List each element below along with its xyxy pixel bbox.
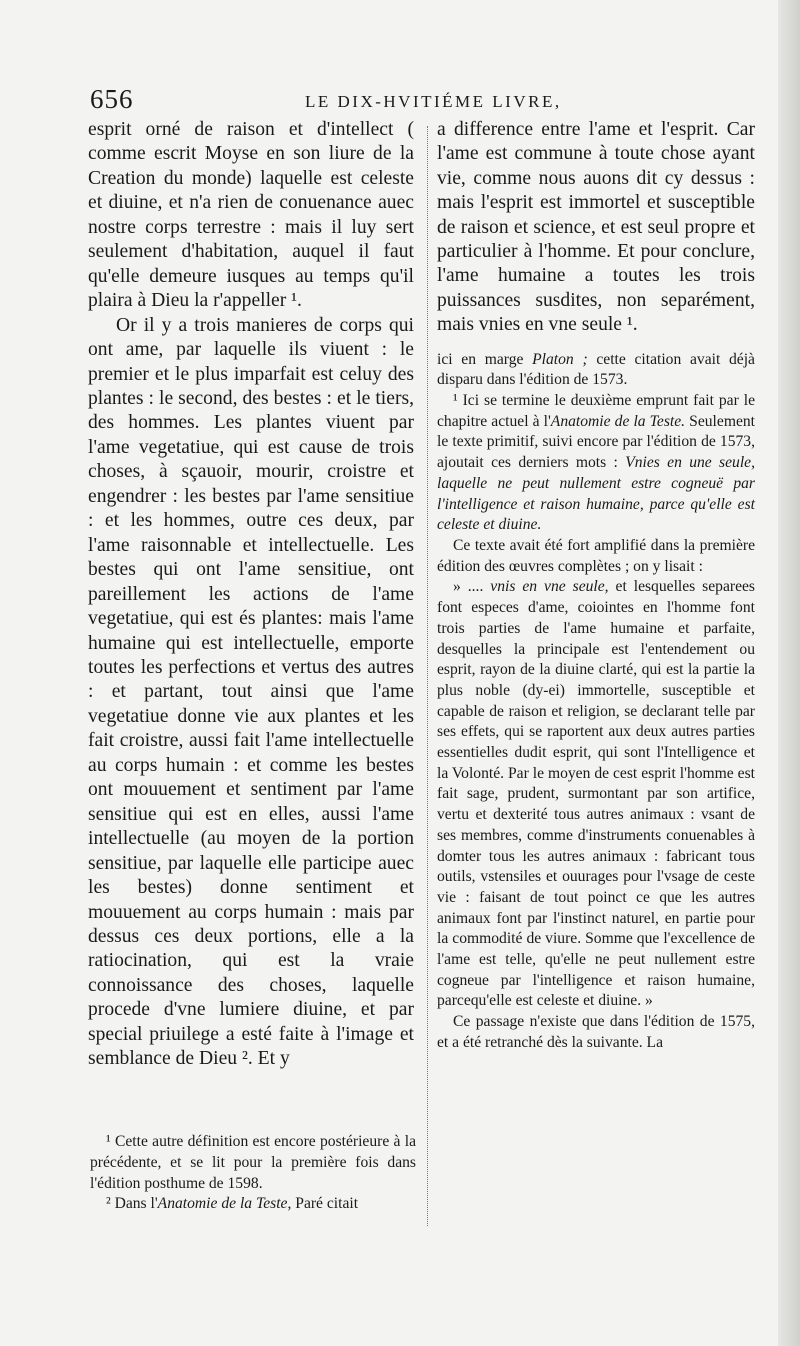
- column-divider: [427, 126, 428, 1226]
- editor-notes: [437, 350, 755, 1054]
- left-column: [88, 118, 414, 1072]
- note-cont-suffix: cette citation avait déjà disparu dans l'édition de 1573.: [437, 350, 755, 389]
- note-1-title: Anatomie de la Teste.: [550, 412, 686, 430]
- left-paragraph-1: esprit orné de raison et d'intellect ( comme escrit Moyse en son liure de la Creation du monde) laquelle est celeste et diuine, et n'a rien de conuenance auec nostre corps terrestre : mais il luy sert seulement d'habitation, auquel il faut qu'elle demeure iusques au temps qu'il plaira à Dieu la r'appeller ¹.: [88, 119, 414, 312]
- page-header: [90, 84, 770, 120]
- right-paragraph: a difference entre l'ame et l'esprit. Car l'ame est commune à toute chose ayant vie, comme nous auons dit cy dessus : mais l'esprit est immortel et susceptible de raison et science, et est seul propre et particulier à l'homme. Et pour conclure, l'ame humaine a toutes les trois puissances susdites, non separément, mais vnies en vne seule ¹.: [437, 119, 755, 336]
- note-quote-italic: vnis en vne seule,: [490, 578, 609, 596]
- note-2: Ce texte avait été fort amplifié dans la première édition des œuvres complètes ; on y lisait :: [437, 536, 755, 575]
- footnote-2-b: , Paré citait: [287, 1195, 359, 1213]
- note-quote-prefix: » ....: [453, 578, 491, 596]
- left-paragraph-2: Or il y a trois manieres de corps qui ont ame, par laquelle ils viuent : le premier et le plus imparfait est celuy des plantes : le second, des bestes : et le tiers, des hommes. Les plantes viuent par l'ame vegetatiue, qui est cause de trois choses, à sçauoir, mourir, croistre et engendrer : les bestes par l'ame sensitiue : et les hommes, outre ces deux, par l'ame raisonnable et intellectuelle. Les bestes qui ont l'ame sensitiue, ont pareillement les actions de l'ame vegetatiue, qui est és plantes: mais l'ame humaine qui est intellectuelle, emporte toutes les perfections et vertus des autres : et partant, tout ainsi que l'ame vegetatiue donne vie aux plantes et les fait croistre, aussi fait l'ame intellectuelle au corps humain : et comme les bestes ont mouuement et sentiment par l'ame sensitiue qui est en elles, aussi l'ame intellectuelle (au moyen de la portion sensitiue, par laquelle elle participe auec les bestes) donne sentiment et mouuement au corps humain : mais par dessus ces deux portions, elle a la ratiocination, qui est la vraie connoissance des choses, laquelle procede d'vne lumiere diuine, et par special priuilege a esté faite à l'image et semblance de Dieu ². Et y: [88, 314, 414, 1070]
- footnote-2-a: ² Dans l': [106, 1195, 158, 1213]
- note-1-quote: Vnies en une seule, laquelle ne peut nullement estre cogneuë par l'intelligence et raison humaine, parce qu'elle est celeste et diuine.: [437, 454, 755, 534]
- note-cont-prefix: ici en marge: [437, 350, 533, 368]
- footnote-2-title: Anatomie de la Teste: [157, 1195, 288, 1213]
- footnotes: [90, 1132, 416, 1215]
- note-1-a: ¹ Ici se termine le deuxième emprunt fait par le chapitre actuel à l': [437, 392, 755, 430]
- page-number: 656: [90, 84, 134, 114]
- footnote-2: [90, 1194, 416, 1215]
- note-3: Ce passage n'existe que dans l'édition de 1575, et a été retranché dès la suivante. La: [437, 1013, 755, 1051]
- note-cont-italic: Platon ;: [532, 350, 588, 368]
- note-quote: [437, 577, 755, 1012]
- right-column: [437, 118, 755, 1054]
- page-edge-shadow: [778, 0, 800, 1346]
- note-quote-body: et lesquelles separees font especes d'ame, coiointes en l'homme font trois parties de l'ame humaine et parfaite, desquelles la principale est l'entendement ou esprit, rayon de la diuine clarté, qui est la partie la plus noble (dy-ei) immortelle, susceptible et capable de raison et religion, se declarant telle par ses effets, qui se raportent aux deux autres parties essentielles dudit esprit, qui sont l'Intelligence et la Volonté. Par le moyen de cest esprit l'homme est fait sage, prudent, surmontant par son artifice, vertu et dexterité tous autres animaux : vsant de ses membres, comme d'instruments conuenables à domter tous les autres animaux : fabricant tous outils, vstensiles et ouurages pour l'vsage de ceste vie : faisant de tout poinct ce que les autres animaux font par l'instinct naturel, en partie pour la commodité de viure. Somme que l'excellence de l'ame est telle, qu'elle ne peut nullement estre cogneue par l'intelligence et raison humaine, parcequ'elle est celeste et diuine. »: [437, 578, 755, 1010]
- footnote-1: ¹ Cette autre définition est encore postérieure à la précédente, et se lit pour la première fois dans l'édition posthume de 1598.: [90, 1133, 416, 1192]
- note-1: [437, 391, 755, 536]
- right-main-text: [437, 118, 755, 338]
- running-head: LE DIX-HVITIÉME LIVRE,: [305, 92, 562, 111]
- note-continuation: [437, 350, 755, 391]
- note-1-b: Seulement le texte primitif, suivi encore par l'édition de 1573, ajoutait ces derniers mots :: [437, 412, 755, 472]
